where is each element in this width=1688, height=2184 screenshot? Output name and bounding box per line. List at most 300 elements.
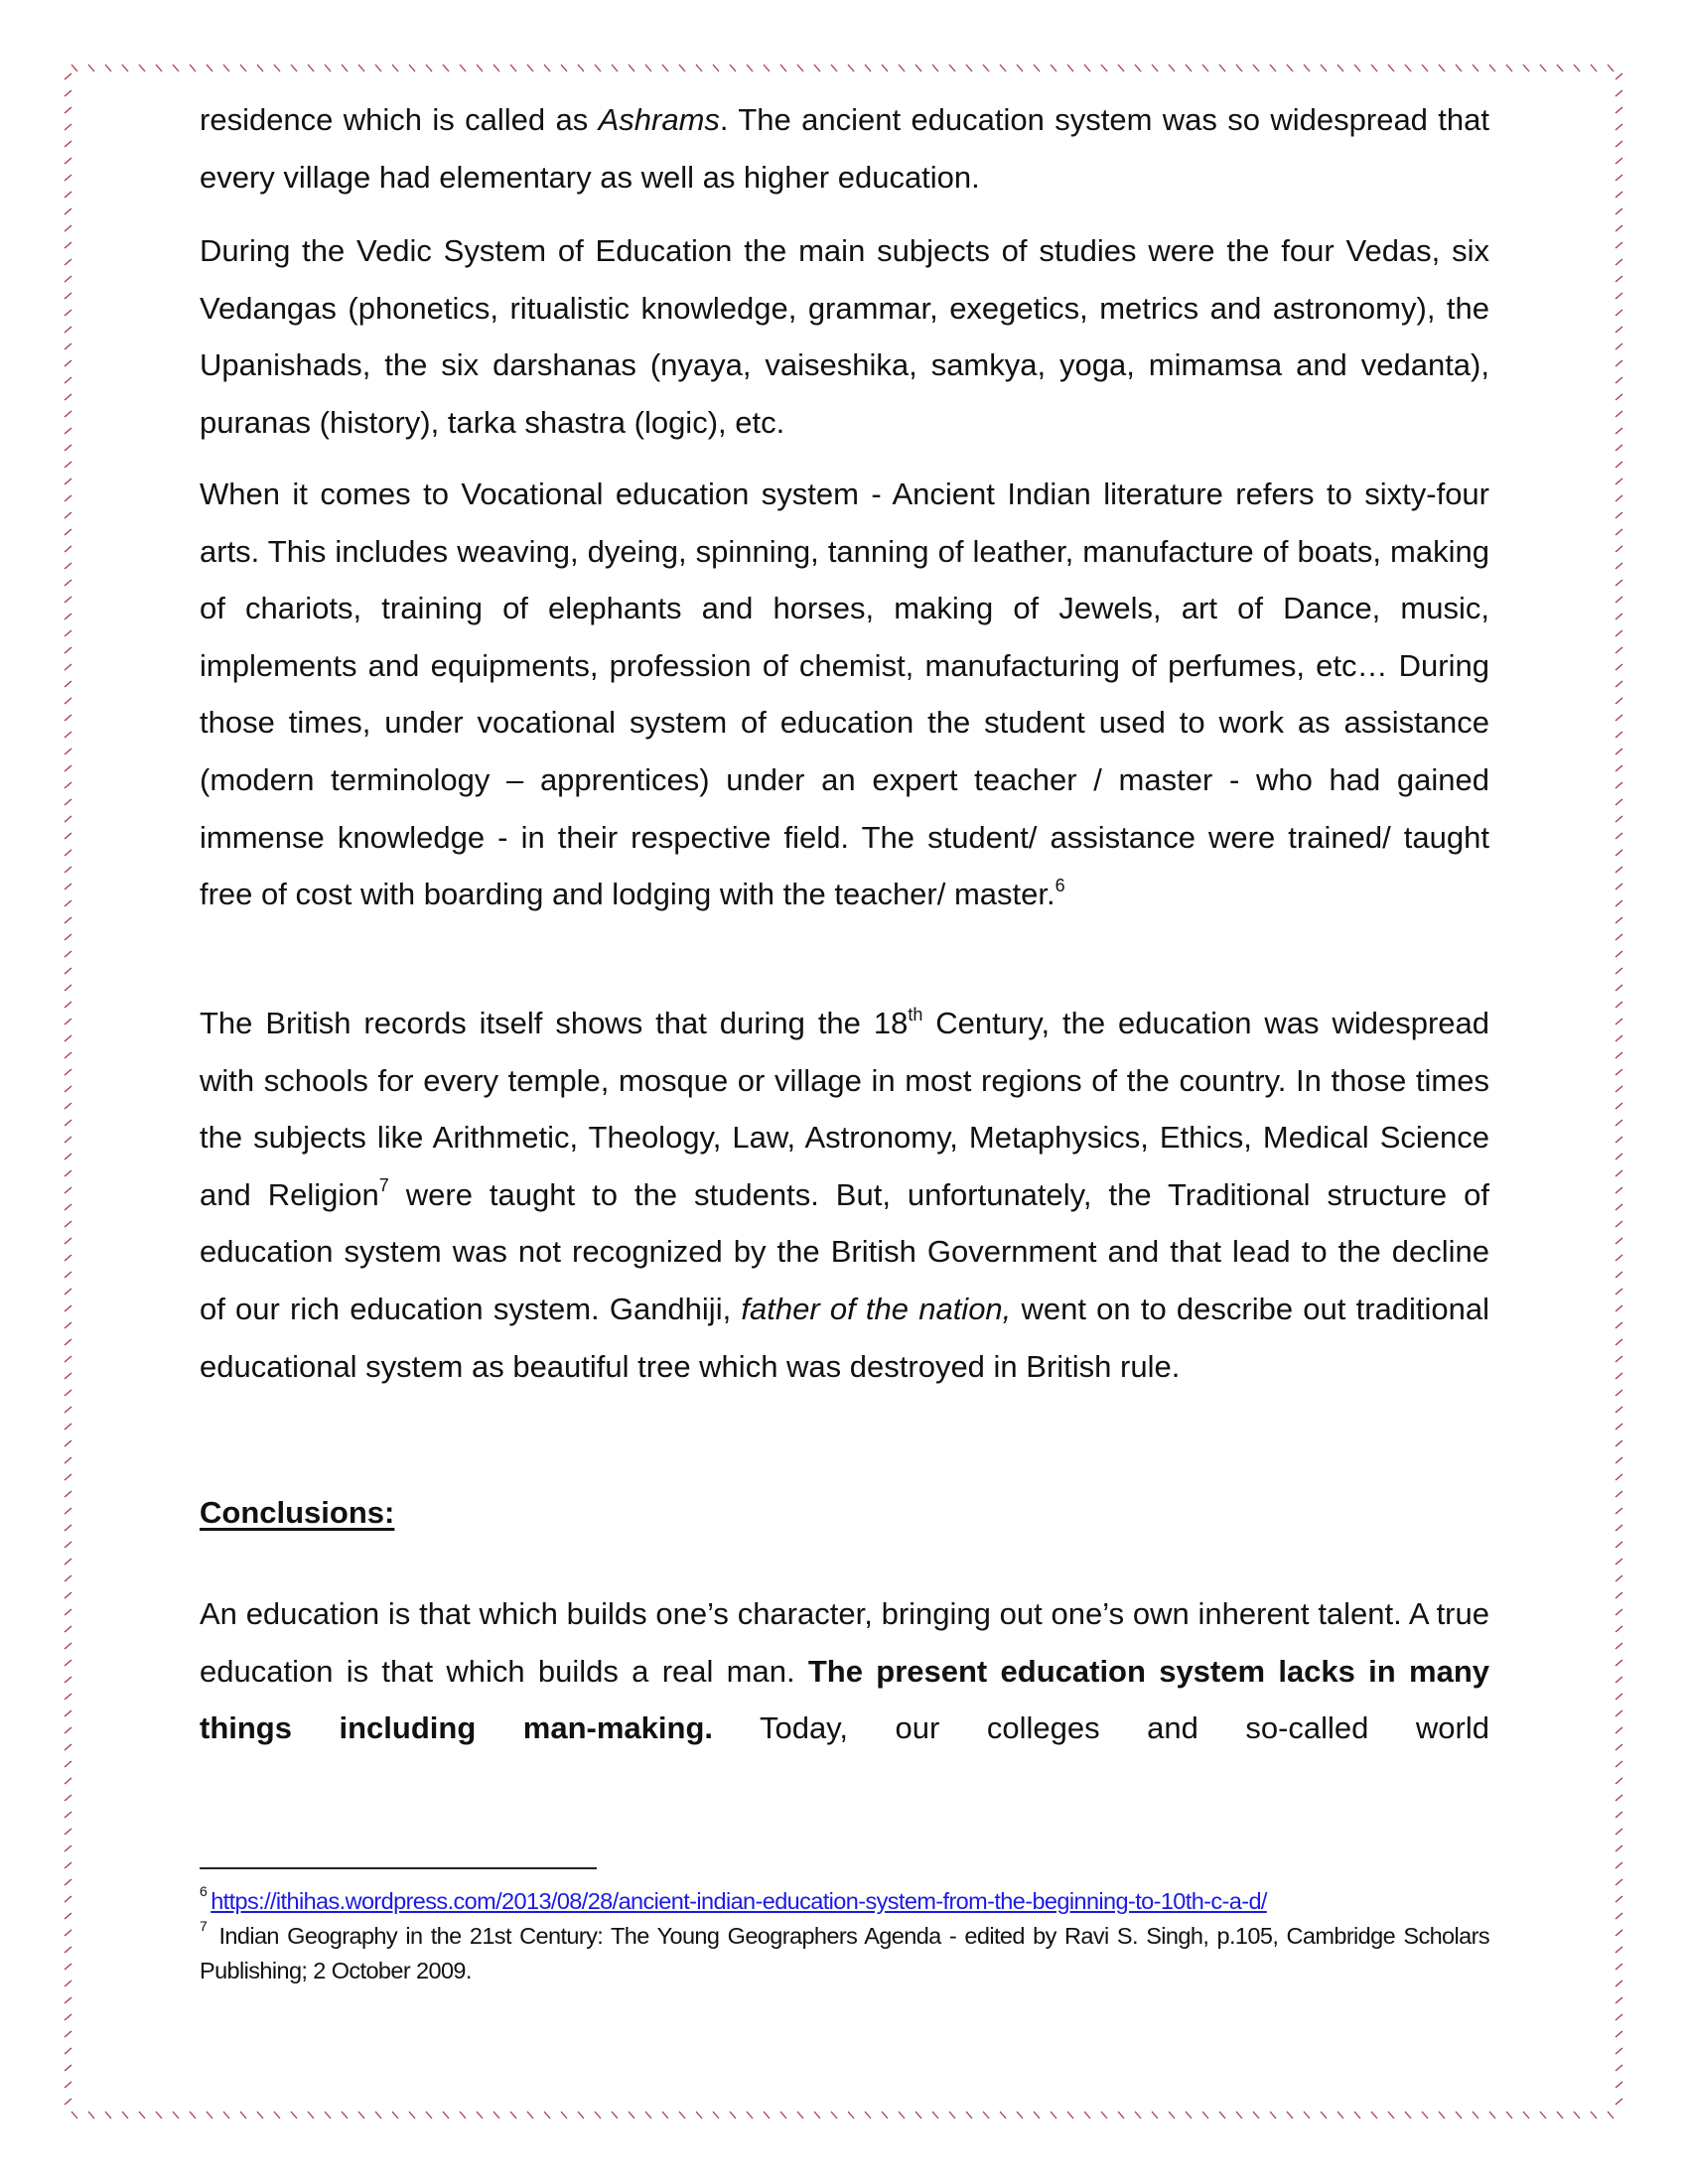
border-hatch-mark	[949, 2112, 955, 2118]
border-hatch-mark	[1616, 1255, 1622, 1261]
border-hatch-mark	[65, 1272, 71, 1278]
border-hatch-mark	[65, 1761, 71, 1767]
border-hatch-mark	[1186, 65, 1192, 71]
border-hatch-mark	[831, 65, 837, 71]
border-hatch-mark	[1616, 2082, 1622, 2088]
border-hatch-mark	[1616, 1643, 1622, 1649]
border-hatch-mark	[1616, 141, 1622, 147]
border-hatch-mark	[1616, 343, 1622, 349]
border-hatch-mark	[1616, 614, 1622, 619]
border-hatch-mark	[1616, 1052, 1622, 1058]
border-hatch-mark	[1616, 90, 1622, 96]
border-hatch-mark	[899, 2112, 905, 2118]
border-hatch-mark	[1616, 1980, 1622, 1986]
border-hatch-mark	[65, 1609, 71, 1615]
border-hatch-mark	[1118, 2112, 1124, 2118]
border-hatch-mark	[1616, 1002, 1622, 1008]
border-hatch-mark	[460, 2112, 466, 2118]
border-hatch-mark	[1616, 1575, 1622, 1581]
border-hatch-mark	[1616, 1845, 1622, 1851]
border-hatch-mark	[65, 1980, 71, 1986]
border-hatch-mark	[1456, 65, 1462, 71]
border-hatch-mark	[65, 2082, 71, 2088]
border-hatch-mark	[1616, 799, 1622, 805]
border-hatch-mark	[392, 2112, 398, 2118]
border-hatch-mark	[510, 2112, 516, 2118]
border-hatch-mark	[443, 2112, 449, 2118]
border-hatch-mark	[1135, 2112, 1141, 2118]
border-hatch-mark	[1616, 293, 1622, 299]
border-hatch-mark	[1616, 664, 1622, 670]
border-hatch-mark	[1616, 1710, 1622, 1716]
border-hatch-mark	[122, 2112, 128, 2118]
border-hatch-mark	[190, 65, 196, 71]
border-hatch-mark	[65, 850, 71, 856]
border-hatch-mark	[1354, 2112, 1360, 2118]
border-hatch-mark	[65, 681, 71, 687]
border-hatch-mark	[1616, 732, 1622, 738]
border-hatch-mark	[65, 1542, 71, 1548]
paragraph-ashrams	[200, 91, 1489, 205]
border-hatch-mark	[645, 65, 651, 71]
border-hatch-mark	[65, 1322, 71, 1328]
border-hatch-mark	[65, 647, 71, 653]
border-hatch-mark	[325, 2112, 331, 2118]
border-hatch-mark	[1253, 65, 1259, 71]
border-hatch-mark	[325, 65, 331, 71]
border-hatch-mark	[257, 65, 263, 71]
border-hatch-mark	[105, 65, 111, 71]
border-hatch-mark	[65, 529, 71, 535]
border-hatch-mark	[65, 293, 71, 299]
border-hatch-mark	[882, 65, 888, 71]
border-hatch-mark	[1616, 478, 1622, 484]
border-hatch-mark	[1506, 2112, 1512, 2118]
border-hatch-mark	[65, 1255, 71, 1261]
border-hatch-mark	[1616, 1019, 1622, 1024]
border-hatch-mark	[1489, 65, 1495, 71]
border-hatch-mark	[1616, 630, 1622, 636]
border-hatch-mark	[662, 65, 668, 71]
border-hatch-mark	[274, 65, 280, 71]
border-hatch-mark	[65, 698, 71, 704]
border-hatch-mark	[65, 1373, 71, 1379]
border-hatch-mark	[65, 1947, 71, 1953]
border-hatch-mark	[65, 394, 71, 400]
border-hatch-mark	[240, 2112, 246, 2118]
bold-statement: The present education system lacks in many things including man-making.	[200, 1653, 1489, 1746]
footnote-7	[200, 1919, 1489, 1988]
border-hatch-mark	[65, 1339, 71, 1345]
border-hatch-mark	[65, 1424, 71, 1430]
border-hatch-mark	[65, 2014, 71, 2020]
border-hatch-mark	[65, 749, 71, 754]
border-hatch-mark	[932, 2112, 938, 2118]
border-hatch-mark	[1616, 242, 1622, 248]
border-hatch-mark	[65, 1778, 71, 1784]
border-hatch-mark	[865, 2112, 871, 2118]
border-hatch-mark	[65, 1120, 71, 1126]
border-hatch-mark	[65, 1305, 71, 1311]
text: Today, our colleges and so-called world	[713, 1710, 1489, 1746]
border-hatch-mark	[645, 2112, 651, 2118]
border-hatch-mark	[629, 65, 634, 71]
border-hatch-mark	[65, 1103, 71, 1109]
border-hatch-mark	[713, 65, 719, 71]
border-hatch-mark	[65, 782, 71, 788]
border-hatch-mark	[1084, 65, 1090, 71]
footnote-link[interactable]: https://ithihas.wordpress.com/2013/08/28/ancient-indian-education-system-from-the-beginning-to-10th-c-a-d/	[211, 1888, 1267, 1914]
border-hatch-mark	[780, 65, 786, 71]
border-hatch-mark	[1169, 2112, 1175, 2118]
page-border-bottom	[68, 2109, 1618, 2122]
border-hatch-mark	[342, 65, 348, 71]
border-hatch-mark	[1616, 1373, 1622, 1379]
border-hatch-mark	[65, 1997, 71, 2003]
border-hatch-mark	[899, 65, 905, 71]
border-hatch-mark	[1616, 495, 1622, 501]
border-hatch-mark	[1616, 715, 1622, 721]
border-hatch-mark	[662, 2112, 668, 2118]
border-hatch-mark	[696, 65, 702, 71]
border-hatch-mark	[1540, 65, 1546, 71]
border-hatch-mark	[477, 65, 483, 71]
border-hatch-mark	[1616, 1542, 1622, 1548]
border-hatch-mark	[1616, 259, 1622, 265]
border-hatch-mark	[612, 2112, 618, 2118]
border-hatch-mark	[1616, 1744, 1622, 1750]
border-hatch-mark	[1388, 65, 1394, 71]
page-border-right	[1613, 68, 1626, 2115]
border-hatch-mark	[1616, 73, 1622, 79]
border-hatch-mark	[223, 65, 229, 71]
border-hatch-mark	[1304, 2112, 1310, 2118]
paragraph-vocational	[200, 466, 1489, 923]
border-hatch-mark	[65, 1474, 71, 1480]
border-hatch-mark	[65, 1845, 71, 1851]
border-hatch-mark	[848, 65, 854, 71]
border-hatch-mark	[139, 65, 145, 71]
border-hatch-mark	[1616, 1862, 1622, 1868]
border-hatch-mark	[1616, 681, 1622, 687]
text: . The ancient education system was so widespread that every village had elementary as well as higher education.	[200, 102, 1489, 195]
border-hatch-mark	[1616, 1964, 1622, 1970]
border-hatch-mark	[578, 65, 584, 71]
border-hatch-mark	[1405, 2112, 1411, 2118]
border-hatch-mark	[1557, 2112, 1563, 2118]
border-hatch-mark	[65, 1930, 71, 1936]
border-hatch-mark	[65, 546, 71, 552]
border-hatch-mark	[358, 2112, 364, 2118]
border-hatch-mark	[1051, 2112, 1056, 2118]
border-hatch-mark	[1135, 65, 1141, 71]
border-hatch-mark	[1616, 816, 1622, 822]
border-hatch-mark	[1616, 698, 1622, 704]
border-hatch-mark	[932, 65, 938, 71]
border-hatch-mark	[629, 2112, 634, 2118]
border-hatch-mark	[190, 2112, 196, 2118]
text: went on to describe out traditional educational system as beautiful tree which was destroyed in British rule.	[200, 1291, 1489, 1384]
border-hatch-mark	[65, 1390, 71, 1396]
border-hatch-mark	[1616, 900, 1622, 906]
border-hatch-mark	[65, 478, 71, 484]
border-hatch-mark	[1616, 1525, 1622, 1531]
border-hatch-mark	[544, 65, 550, 71]
border-hatch-mark	[1616, 2048, 1622, 2054]
border-hatch-mark	[1616, 1626, 1622, 1632]
border-hatch-mark	[65, 900, 71, 906]
border-hatch-mark	[65, 2065, 71, 2071]
border-hatch-mark	[1616, 1120, 1622, 1126]
border-hatch-mark	[65, 1592, 71, 1598]
border-hatch-mark	[1616, 208, 1622, 214]
border-hatch-mark	[764, 2112, 770, 2118]
border-hatch-mark	[1169, 65, 1175, 71]
border-hatch-mark	[1084, 2112, 1090, 2118]
border-hatch-mark	[65, 495, 71, 501]
border-hatch-mark	[173, 2112, 179, 2118]
border-hatch-mark	[477, 2112, 483, 2118]
border-hatch-mark	[65, 90, 71, 96]
border-hatch-mark	[527, 65, 533, 71]
border-hatch-mark	[65, 343, 71, 349]
border-hatch-mark	[1540, 2112, 1546, 2118]
border-hatch-mark	[443, 65, 449, 71]
border-hatch-mark	[65, 445, 71, 451]
border-hatch-mark	[1616, 934, 1622, 940]
border-hatch-mark	[527, 2112, 533, 2118]
border-hatch-mark	[1000, 2112, 1006, 2118]
border-hatch-mark	[1616, 1879, 1622, 1885]
border-hatch-mark	[65, 816, 71, 822]
border-hatch-mark	[1439, 65, 1445, 71]
border-hatch-mark	[65, 1812, 71, 1818]
border-hatch-mark	[1186, 2112, 1192, 2118]
border-hatch-mark	[409, 2112, 415, 2118]
border-hatch-mark	[65, 1289, 71, 1295]
border-hatch-mark	[1337, 65, 1343, 71]
border-hatch-mark	[730, 65, 736, 71]
border-hatch-mark	[1616, 563, 1622, 569]
border-hatch-mark	[1219, 2112, 1225, 2118]
text: The British records itself shows that during the 18	[200, 1006, 909, 1040]
border-hatch-mark	[1354, 65, 1360, 71]
border-hatch-mark	[409, 65, 415, 71]
border-hatch-mark	[426, 65, 432, 71]
border-hatch-mark	[65, 917, 71, 923]
border-hatch-mark	[1616, 512, 1622, 518]
border-hatch-mark	[1202, 2112, 1208, 2118]
border-hatch-mark	[1616, 1356, 1622, 1362]
border-hatch-mark	[65, 225, 71, 231]
border-hatch-mark	[1616, 1761, 1622, 1767]
border-hatch-mark	[65, 73, 71, 79]
text: residence which is called as	[200, 102, 599, 137]
border-hatch-mark	[1616, 1407, 1622, 1413]
border-hatch-mark	[1304, 65, 1310, 71]
border-hatch-mark	[88, 65, 94, 71]
ordinal-suffix: th	[908, 1004, 923, 1024]
border-hatch-mark	[578, 2112, 584, 2118]
border-hatch-mark	[510, 65, 516, 71]
border-hatch-mark	[1616, 1913, 1622, 1919]
border-hatch-mark	[1152, 2112, 1158, 2118]
footnote-ref-6[interactable]: 6	[1055, 875, 1065, 895]
border-hatch-mark	[65, 580, 71, 586]
border-hatch-mark	[88, 2112, 94, 2118]
paragraph-vedic-system	[200, 222, 1489, 451]
border-hatch-mark	[65, 1508, 71, 1514]
border-hatch-mark	[1616, 1204, 1622, 1210]
page-border-top	[68, 62, 1618, 75]
border-hatch-mark	[65, 715, 71, 721]
border-hatch-mark	[1616, 192, 1622, 198]
border-hatch-mark	[65, 1727, 71, 1733]
border-hatch-mark	[65, 1710, 71, 1716]
border-hatch-mark	[1616, 124, 1622, 130]
border-hatch-mark	[814, 65, 820, 71]
border-hatch-mark	[1616, 1424, 1622, 1430]
border-hatch-mark	[1616, 360, 1622, 366]
border-hatch-mark	[797, 65, 803, 71]
border-hatch-mark	[1616, 2031, 1622, 2037]
border-hatch-mark	[848, 2112, 854, 2118]
border-hatch-mark	[713, 2112, 719, 2118]
border-hatch-mark	[65, 1002, 71, 1008]
border-hatch-mark	[966, 2112, 972, 2118]
border-hatch-mark	[1616, 1727, 1622, 1733]
border-hatch-mark	[65, 462, 71, 468]
border-hatch-mark	[1616, 1289, 1622, 1295]
border-hatch-mark	[1616, 1609, 1622, 1615]
border-hatch-mark	[65, 1356, 71, 1362]
border-hatch-mark	[65, 1829, 71, 1835]
border-hatch-mark	[65, 934, 71, 940]
border-hatch-mark	[915, 2112, 921, 2118]
text: An education is that which builds one’s character, bringing out one’s own inherent talent. A true education is that which builds a real man.	[200, 1596, 1489, 1689]
border-hatch-mark	[1101, 65, 1107, 71]
border-hatch-mark	[1616, 1221, 1622, 1227]
border-hatch-mark	[1473, 2112, 1478, 2118]
border-hatch-mark	[1219, 65, 1225, 71]
border-hatch-mark	[139, 2112, 145, 2118]
border-hatch-mark	[65, 1879, 71, 1885]
footnote-number: 6	[200, 1883, 208, 1900]
border-hatch-mark	[1616, 1812, 1622, 1818]
border-hatch-mark	[1321, 2112, 1327, 2118]
border-hatch-mark	[65, 799, 71, 805]
italic-phrase: father of the nation,	[741, 1291, 1012, 1326]
border-hatch-mark	[65, 951, 71, 957]
border-hatch-mark	[730, 2112, 736, 2118]
border-hatch-mark	[65, 428, 71, 434]
border-hatch-mark	[1616, 1305, 1622, 1311]
border-hatch-mark	[65, 985, 71, 991]
border-hatch-mark	[1523, 65, 1529, 71]
border-hatch-mark	[375, 65, 381, 71]
border-hatch-mark	[65, 377, 71, 383]
border-hatch-mark	[274, 2112, 280, 2118]
border-hatch-mark	[764, 65, 770, 71]
border-hatch-mark	[65, 1491, 71, 1497]
border-hatch-mark	[1616, 951, 1622, 957]
border-hatch-mark	[1616, 1829, 1622, 1835]
paragraph-british-records	[200, 995, 1489, 1395]
border-hatch-mark	[65, 1238, 71, 1244]
border-hatch-mark	[696, 2112, 702, 2118]
border-hatch-mark	[1118, 65, 1124, 71]
border-hatch-mark	[65, 1221, 71, 1227]
border-hatch-mark	[612, 65, 618, 71]
border-hatch-mark	[797, 2112, 803, 2118]
paragraph-conclusion	[200, 1585, 1489, 1757]
border-hatch-mark	[342, 2112, 348, 2118]
border-hatch-mark	[1616, 1795, 1622, 1801]
border-hatch-mark	[65, 1137, 71, 1143]
border-hatch-mark	[1034, 2112, 1040, 2118]
border-hatch-mark	[865, 65, 871, 71]
footnote-ref-7[interactable]: 7	[378, 1175, 389, 1196]
border-hatch-mark	[308, 65, 314, 71]
border-hatch-mark	[1591, 2112, 1597, 2118]
border-hatch-mark	[1236, 2112, 1242, 2118]
border-hatch-mark	[65, 1086, 71, 1092]
border-hatch-mark	[1616, 428, 1622, 434]
border-hatch-mark	[1616, 2099, 1622, 2105]
border-hatch-mark	[814, 2112, 820, 2118]
border-hatch-mark	[1616, 1390, 1622, 1396]
border-hatch-mark	[65, 833, 71, 839]
border-hatch-mark	[173, 65, 179, 71]
border-hatch-mark	[207, 65, 212, 71]
border-hatch-mark	[831, 2112, 837, 2118]
border-hatch-mark	[1321, 65, 1327, 71]
border-hatch-mark	[983, 65, 989, 71]
border-hatch-mark	[1616, 1103, 1622, 1109]
border-hatch-mark	[1616, 546, 1622, 552]
border-hatch-mark	[65, 1660, 71, 1666]
border-hatch-mark	[1616, 2065, 1622, 2071]
border-hatch-mark	[1557, 65, 1563, 71]
border-hatch-mark	[882, 2112, 888, 2118]
border-hatch-mark	[679, 65, 685, 71]
border-hatch-mark	[65, 107, 71, 113]
border-hatch-mark	[1616, 1778, 1622, 1784]
border-hatch-mark	[65, 2031, 71, 2037]
border-hatch-mark	[1616, 1086, 1622, 1092]
border-hatch-mark	[156, 65, 162, 71]
border-hatch-mark	[65, 1626, 71, 1632]
border-hatch-mark	[65, 1440, 71, 1446]
border-hatch-mark	[1616, 1035, 1622, 1041]
border-hatch-mark	[1616, 1272, 1622, 1278]
border-hatch-mark	[1616, 411, 1622, 417]
border-hatch-mark	[65, 276, 71, 282]
border-hatch-mark	[122, 65, 128, 71]
border-hatch-mark	[1371, 65, 1377, 71]
footnote-citation: Indian Geography in the 21st Century: The Young Geographers Agenda - edited by Ravi S. Singh, p.105, Cambridge Scholars Publishing; 2 October 2009.	[200, 1923, 1489, 1983]
border-hatch-mark	[1616, 867, 1622, 873]
border-hatch-mark	[1287, 2112, 1293, 2118]
text: Century, the education was widespread with schools for every temple, mosque or village in most regions of the country. In those times the subjects like Arithmetic, Theology, Law, Astronomy, Metaphysics, Ethics, Medical Science and Religion	[200, 1006, 1489, 1212]
border-hatch-mark	[65, 2048, 71, 2054]
border-hatch-mark	[1616, 2014, 1622, 2020]
border-hatch-mark	[65, 884, 71, 889]
border-hatch-mark	[1616, 225, 1622, 231]
border-hatch-mark	[1616, 1997, 1622, 2003]
border-hatch-mark	[1616, 175, 1622, 181]
border-hatch-mark	[1616, 985, 1622, 991]
